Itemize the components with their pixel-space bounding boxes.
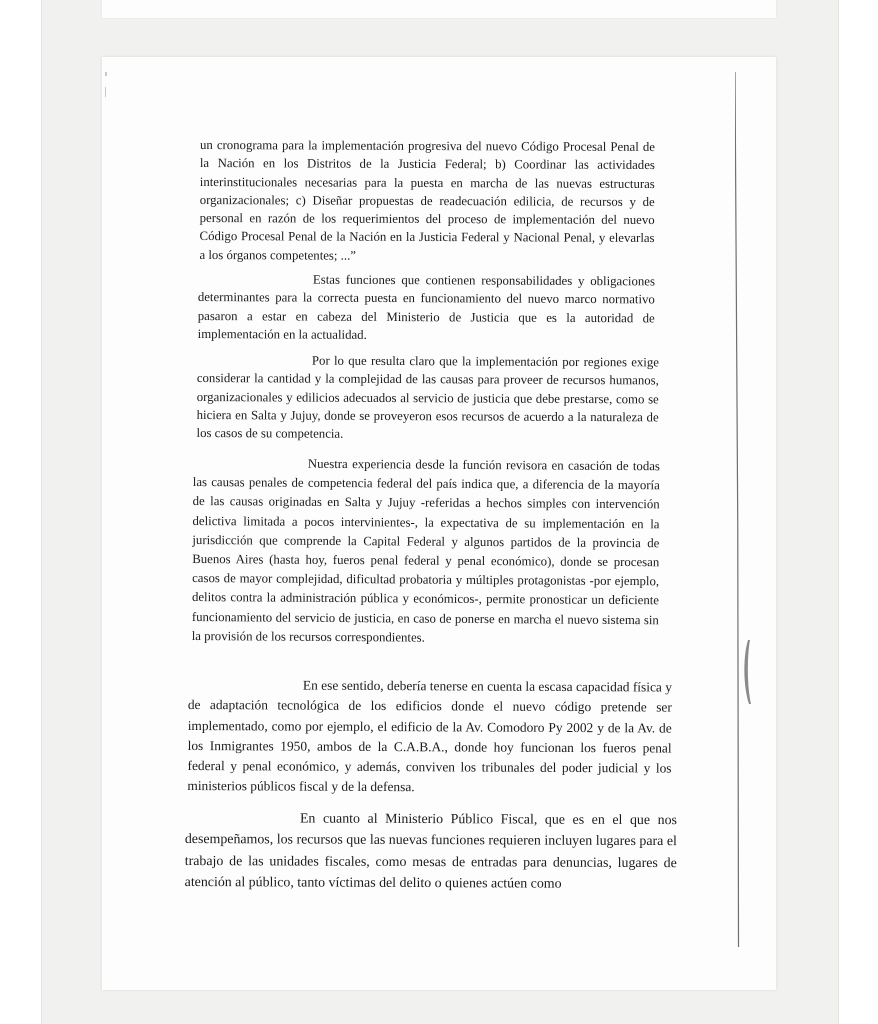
body-paragraph: En ese sentido, debería tenerse en cuenta la escasa capacidad física y de adaptación tecnológica de los edificios donde el nuevo código pretende ser implementado, como por ejemplo, el edificio de la Av. Comodoro Py 2002 y de la Av. de los Inmigrantes 1950, ambos de la C.A.B.A., donde hoy funcionan los fueros penal federal y penal económico, y además, conviven los tribunales del poder judicial y los ministerios públicos fiscal y de la defensa. [187, 677, 672, 795]
body-paragraph: Nuestra experiencia desde la función revisora en casación de todas las causas penales de competencia federal del país indica que, a diferencia de la mayoría de las causas originadas en Salta y Jujuy -referidas a hechos simples con intervención delictiva limitada a pocos intervinientes-, la expectativa de su implementación en la jurisdicción que comprende la Capital Federal y algunos partidos de la provincia de Buenos Aires (hasta hoy, fueros penal federal y penal económico), donde se procesan casos de mayor complejidad, dificultad probatoria y múltiples protagonistas -por ejemplo, delitos contra la administración pública y económicos-, permite pronosticar un deficiente funcionamiento del servicio de justicia, en caso de ponerse en marcha el nuevo sistema sin la provisión de los recursos correspondientes. [191, 456, 660, 645]
page-binding-shadow [741, 640, 753, 704]
body-paragraph: En cuanto al Ministerio Público Fiscal, que es en el que nos desempeñamos, los recursos que las nuevas funciones requieren incluyen lugares para el trabajo de las unidades fiscales, como mesas de entradas para denuncias, lugares de atención al público, tanto víctimas del delito o quienes actúen como [184, 811, 677, 892]
previous-page-edge [102, 0, 776, 18]
body-paragraph: un cronograma para la implementación progresiva del nuevo Código Procesal Penal de la Nación en los Distritos de la Justicia Federal; b) Coordinar las actividades interinstitucionales necesarias para la puesta en marcha de las nuevas estructuras organizacionales; c) Diseñar propuestas de readecuación edilicia, de recursos y de personal en razón de los requerimientos del proceso de implementación del nuevo Código Procesal Penal de la Nación en la Justicia Federal y Nacional Penal, y elevarlas a los órganos competentes; ...” [199, 137, 655, 263]
body-paragraph: Estas funciones que contienen responsabilidades y obligaciones determinantes para la correcta puesta en funcionamiento del nuevo marco normativo pasaron a estar en cabeza del Ministerio de Justicia que es la autoridad de implementación en la actualidad. [197, 272, 655, 342]
body-paragraph: Por lo que resulta claro que la implementación por regiones exige considerar la cantidad y la complejidad de las causas para proveer de recursos humanos, organizacionales y edilicios adecuados al servicio de justicia que debe prestarse, como se hiciera en Salta y Jujuy, donde se proveyeron esos recursos de acuerdo a la naturaleza de los casos de su competencia. [196, 353, 659, 441]
scan-mark [105, 72, 107, 76]
scan-mark [105, 87, 106, 97]
page-fold-shadow [735, 72, 740, 947]
